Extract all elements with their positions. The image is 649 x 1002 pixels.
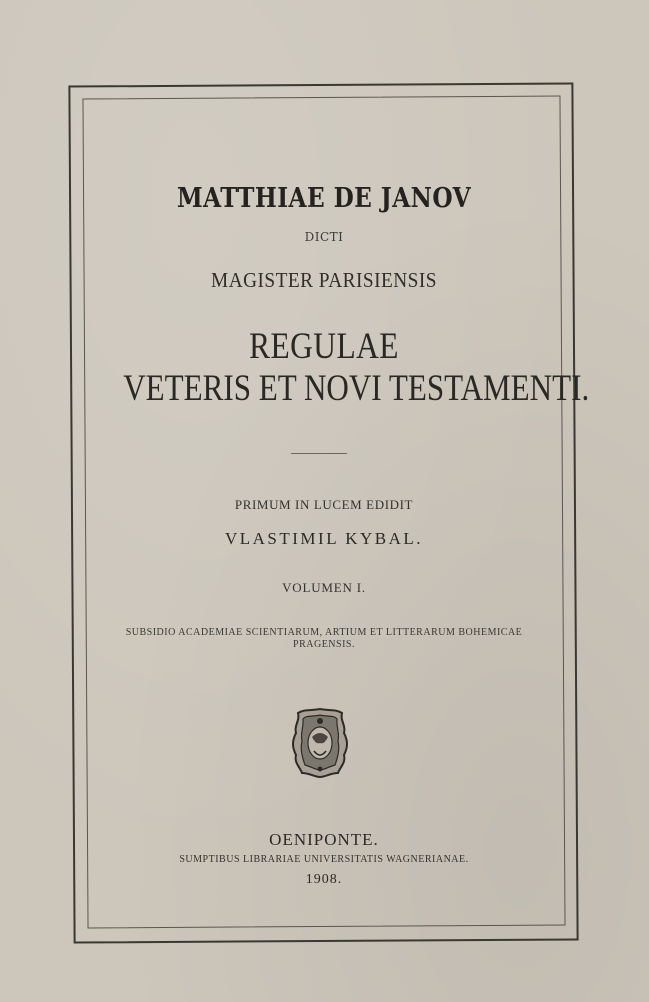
book-title-line-1: REGULAE bbox=[249, 326, 399, 367]
editor-name: VLASTIMIL KYBAL. bbox=[224, 529, 424, 548]
printer-device-seal-icon bbox=[290, 707, 350, 779]
dicti-label: DICTI bbox=[304, 230, 344, 244]
place-of-publication: OENIPONTE. bbox=[269, 830, 379, 849]
title-page-content bbox=[85, 97, 590, 927]
magister-label: MAGISTER PARISIENSIS bbox=[211, 268, 437, 292]
book-title-line-2: VETERIS ET NOVI TESTAMENTI. bbox=[123, 368, 590, 409]
subsidy-statement: SUBSIDIO ACADEMIAE SCIENTIARUM, ARTIUM ET LITTERARUM BOHEMICAE PRAGENSIS. bbox=[125, 627, 523, 650]
author-name: MATTHIAE DE JANOV bbox=[176, 183, 472, 214]
primum-edidit-label: PRIMUM IN LUCEM EDIDIT bbox=[234, 497, 414, 512]
volume-label: VOLUMEN I. bbox=[282, 580, 366, 595]
publisher-line: SUMPTIBUS LIBRARIAE UNIVERSITATIS WAGNERIANAE. bbox=[179, 854, 469, 865]
publication-year: 1908. bbox=[305, 872, 343, 887]
decorative-rule bbox=[291, 453, 347, 454]
